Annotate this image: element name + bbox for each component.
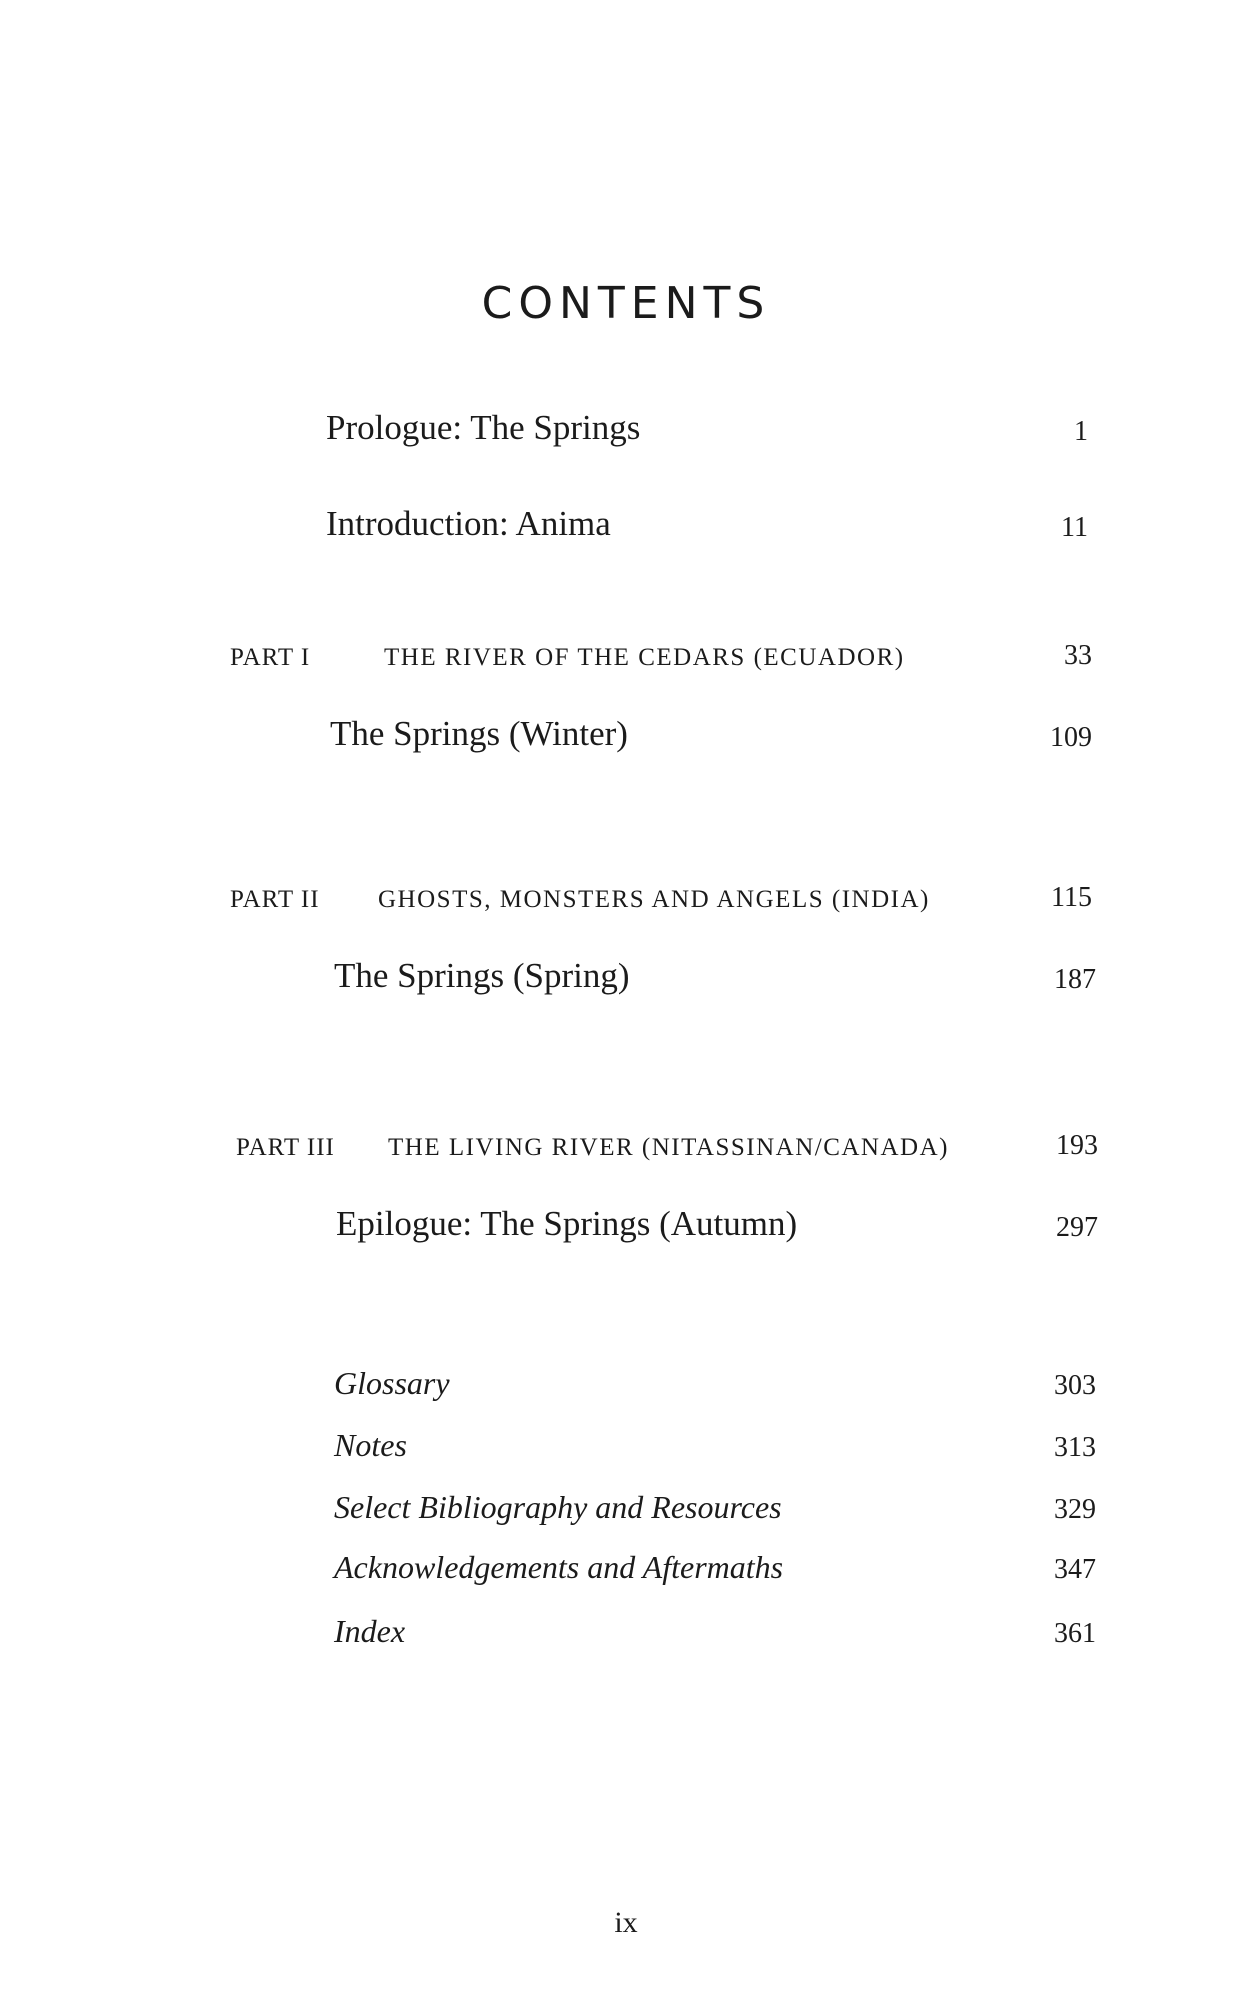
part-number: PART I [230, 644, 311, 671]
toc-entry-glossary[interactable] [334, 1352, 1096, 1402]
toc-entry-label: Notes [334, 1427, 407, 1463]
toc-entry-acknowledgements[interactable] [334, 1536, 1096, 1586]
part-page: 193 [1056, 1130, 1098, 1161]
toc-part-1[interactable] [230, 622, 1092, 672]
part-title: THE RIVER OF THE CEDARS (ECUADOR) [384, 644, 905, 671]
toc-entry-label: Acknowledgements and Aftermaths [334, 1549, 784, 1585]
toc-entry-page: 11 [1061, 512, 1088, 543]
toc-entry-page: 297 [1056, 1212, 1098, 1243]
part-page: 115 [1051, 882, 1092, 913]
part-title: THE LIVING RIVER (NITASSINAN/CANADA) [388, 1134, 949, 1161]
toc-entry-introduction[interactable] [326, 494, 1088, 544]
toc-entry-label: Select Bibliography and Resources [334, 1489, 782, 1525]
toc-entry-page: 347 [1054, 1554, 1096, 1585]
toc-entry-label: Glossary [334, 1365, 450, 1401]
toc-entry-springs-spring[interactable] [334, 946, 1096, 996]
toc-entry-label: The Springs (Spring) [334, 956, 630, 995]
toc-entry-index[interactable] [334, 1600, 1096, 1650]
toc-entry-bibliography[interactable] [334, 1476, 1096, 1526]
toc-entry-label: Index [334, 1613, 406, 1649]
toc-entry-notes[interactable] [334, 1414, 1096, 1464]
toc-entry-page: 329 [1054, 1494, 1096, 1525]
toc-part-2[interactable] [230, 864, 1092, 914]
toc-entry-epilogue[interactable] [336, 1194, 1098, 1244]
page-number-folio: ix [614, 1906, 638, 1939]
part-number: PART III [236, 1134, 335, 1161]
toc-entry-page: 1 [1074, 416, 1088, 447]
toc-entry-page: 109 [1050, 722, 1092, 753]
page-title: CONTENTS [481, 278, 771, 329]
toc-entry-label: Introduction: Anima [326, 504, 611, 543]
toc-entry-page: 361 [1054, 1618, 1096, 1649]
part-number: PART II [230, 886, 320, 913]
toc-entry-springs-winter[interactable] [330, 704, 1092, 754]
toc-entry-page: 187 [1054, 964, 1096, 995]
toc-part-3[interactable] [236, 1112, 1098, 1162]
part-page: 33 [1064, 640, 1092, 671]
toc-entry-label: The Springs (Winter) [330, 714, 628, 753]
part-title: GHOSTS, MONSTERS AND ANGELS (INDIA) [378, 886, 930, 913]
toc-entry-page: 313 [1054, 1432, 1096, 1463]
toc-entry-page: 303 [1054, 1370, 1096, 1401]
toc-entry-label: Prologue: The Springs [326, 408, 641, 447]
toc-entry-label: Epilogue: The Springs (Autumn) [336, 1204, 798, 1243]
toc-entry-prologue[interactable] [326, 398, 1088, 448]
